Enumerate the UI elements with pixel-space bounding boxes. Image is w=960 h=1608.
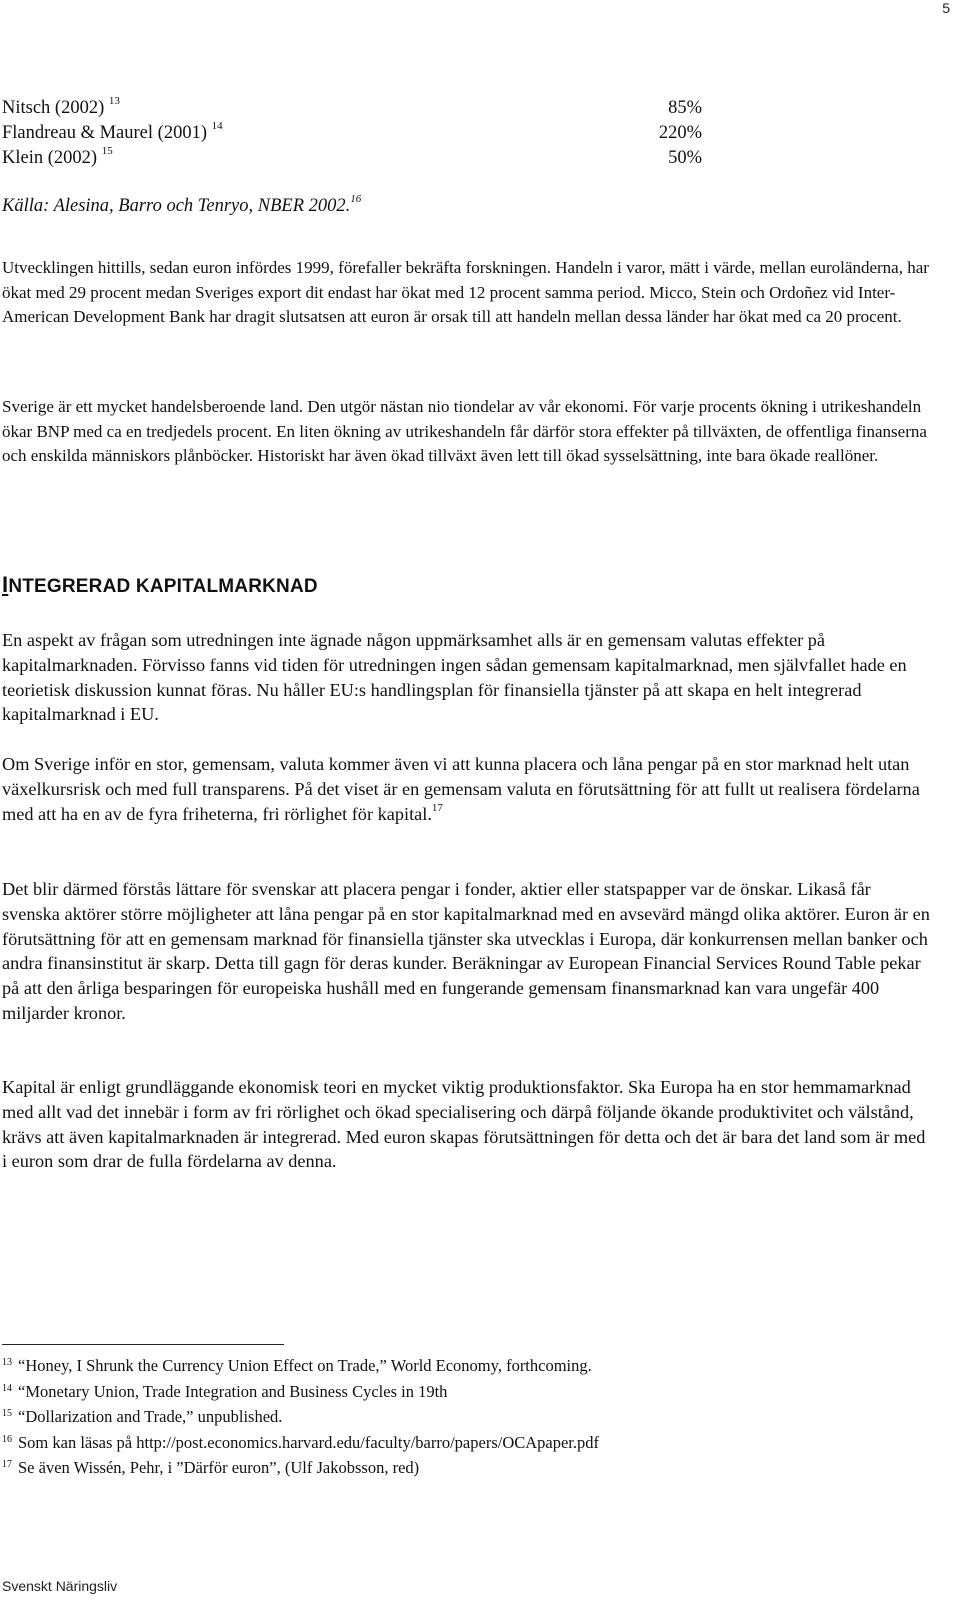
section-heading [2,572,318,598]
footnote-ref: 15 [101,144,113,157]
footnote-number: 13 [2,1357,12,1368]
footnote-ref: 14 [211,119,223,132]
footnote-item [2,1457,599,1483]
estimate-row [2,121,702,146]
footnote-text: “Monetary Union, Trade Integration and Business Cycles in 19th [18,1381,448,1401]
paragraph-text: Om Sverige inför en stor, gemensam, valuta kommer även vi att kunna placera och låna pengar på en stor marknad helt utan växelkursrisk och med full transparens. På det viset är en gemensam valuta en förutsättning för att fullt ut realisera fördelarna med att ha en av de fyra friheterna, fri rörlighet för kapital. [2,754,920,824]
paragraph-trade-growth: Utvecklingen hittills, sedan euron infördes 1999, förefaller bekräfta forskningen. Handeln i varor, mätt i värde, mellan euroländerna, har ökat med 29 procent medan Sveriges export dit endast har ökat med 12 procent samma period. Micco, Stein och Ordoñez vid Inter-American Development Bank har dragit slutsatsen att euron är orsak till att handeln mellan dessa länder har ökat med ca 20 procent. [2,258,929,326]
estimate-value: 220% [658,123,702,143]
estimate-label [2,121,223,146]
estimate-row [2,96,702,121]
page-number: 5 [942,0,950,16]
footnote-text: “Honey, I Shrunk the Currency Union Effect on Trade,” World Economy, forthcoming. [18,1356,592,1375]
estimate-author: Flandreau & Maurel (2001) [2,123,207,143]
footnote-ref: 13 [108,94,120,107]
estimate-value: 50% [668,148,702,168]
footnote-number: 15 [2,1408,12,1419]
paragraph-financial-services: Det blir därmed förstås lättare för svenskar att placera pengar i fonder, aktier eller statspapper var de önskar. Likaså får svenska aktörer större möjligheter att låna pengar på en stor kapitalmarknad med en avsevärd mängd olika aktörer. Euron är en förutsättning för att en gemensam marknad för finansiella tjänster ska utvecklas i Europa, där konkurrensen mellan banker och andra finansinstitut är skarp. Detta till gagn för deras kunder. Beräkningar av European Financial Services Round Table pekar på att den årliga besparingen för europeiska hushåll med en fungerande gemensam finansmarknad kan vara ungefär 400 miljarder kronor. [2,879,930,1023]
footnote-text: Som kan läsas på http://post.economics.harvard.edu/faculty/barro/papers/OCApaper.pdf [18,1432,600,1452]
footnote-item [2,1406,599,1432]
footnote-ref: 17 [431,801,443,814]
footnote-item [2,1432,599,1458]
heading-initial: I [2,572,9,597]
footnote-number: 14 [2,1382,12,1394]
footnote-divider [2,1344,284,1345]
source-text: Källa: Alesina, Barro och Tenryo, NBER 2002. [2,196,351,216]
estimate-author: Klein (2002) [2,148,98,168]
footnote-text: Se även Wissén, Pehr, i ”Därför euron”, (Ulf Jakobsson, red) [18,1458,420,1477]
footnote-number: 17 [2,1459,12,1470]
footnote-number: 16 [2,1433,12,1445]
source-note [2,192,362,217]
footnote-ref: 16 [350,192,362,205]
footnote-text: “Dollarization and Trade,” unpublished. [18,1407,283,1426]
estimates-table [2,96,702,171]
footnote-item [2,1381,599,1407]
paragraph-common-currency [2,752,932,826]
footnotes [2,1355,599,1483]
estimate-value: 85% [668,98,702,118]
paragraph-capital-market: En aspekt av frågan som utredningen inte ägnade någon uppmärksamhet alls är en gemensam valutas effekter på kapitalmarknaden. Förvisso fanns vid tiden för utredningen ingen sådan gemensam kapitalmarknad, men självfallet hade en teorietisk diskussion kunnat föras. Nu håller EU:s handlingsplan för finansiella tjänster på att skapa en helt integrerad kapitalmarknad i EU. [2,630,907,725]
estimate-label [2,146,113,171]
estimate-author: Nitsch (2002) [2,98,105,118]
estimate-row [2,146,702,171]
paragraph-production-factor: Kapital är enligt grundläggande ekonomisk teori en mycket viktig produktionsfaktor. Ska Europa ha en stor hemmamarknad med allt vad det innebär i form av fri rörlighet och ökad specialisering och därpå följande ökande produktivitet och välstånd, krävs att även kapitalmarknaden är integrerad. Med euron skapas förutsättningen för detta och det är bara det land som är med i euron som drar de fulla fördelarna av denna. [2,1077,926,1172]
heading-text: NTEGRERAD KAPITALMARKNAD [8,576,318,597]
page-footer: Svenskt Näringsliv [2,1578,118,1594]
estimate-label [2,96,120,121]
paragraph-trade-dependence: Sverige är ett mycket handelsberoende land. Den utgör nästan nio tiondelar av vår ekonomi. För varje procents ökning i utrikeshandeln ökar BNP med ca en tredjedels procent. En liten ökning av utrikeshandeln får därför stora effekter på tillväxten, de offentliga finanserna och enskilda människors plånböcker. Historiskt har även ökad tillväxt även lett till ökad sysselsättning, inte bara ökade reallöner. [2,397,927,465]
footnote-item [2,1355,599,1381]
